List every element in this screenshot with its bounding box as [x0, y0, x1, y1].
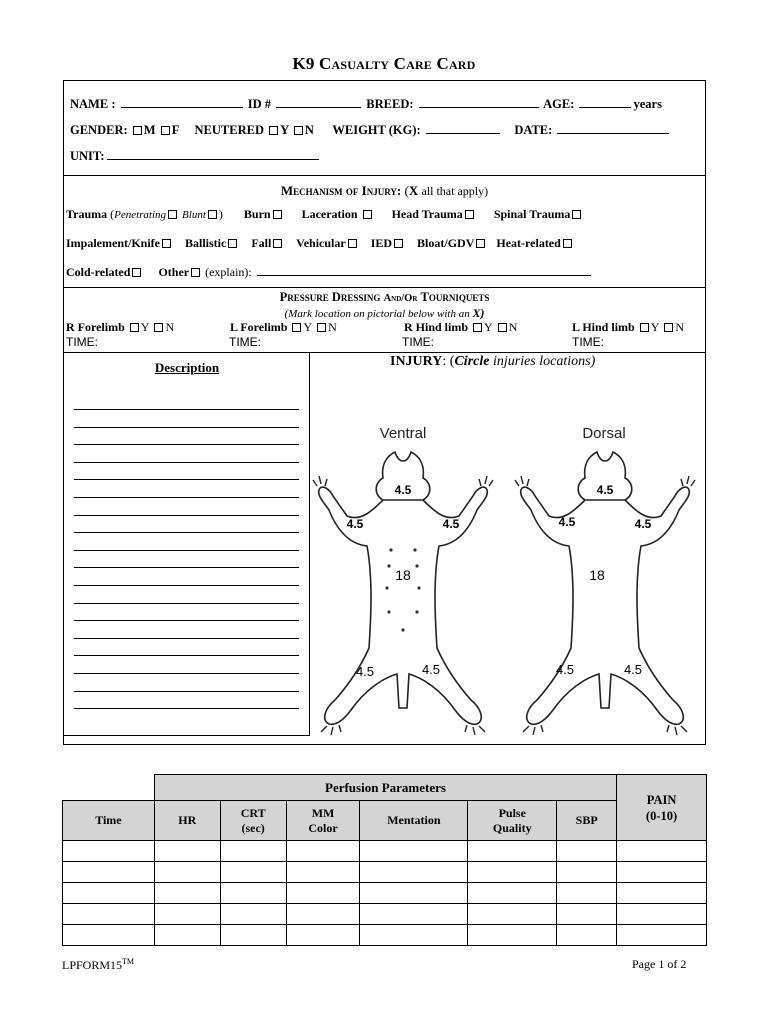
neutered-label: NEUTERED: [194, 123, 264, 137]
spinal-trauma-checkbox[interactable]: [572, 210, 581, 219]
neutered-n-checkbox[interactable]: [294, 126, 303, 135]
perfusion-cell[interactable]: [220, 904, 286, 925]
ballistic-label: Ballistic: [185, 236, 227, 250]
date-field[interactable]: [557, 122, 669, 134]
ballistic-checkbox[interactable]: [228, 239, 237, 248]
l-forelimb-time[interactable]: TIME:: [229, 335, 261, 349]
perfusion-cell[interactable]: [220, 841, 286, 862]
page-number: Page 1 of 2: [632, 957, 687, 971]
perfusion-cell[interactable]: [557, 925, 617, 946]
perfusion-cell[interactable]: [220, 925, 286, 946]
perfusion-cell[interactable]: [360, 904, 468, 925]
perfusion-table: [62, 774, 707, 946]
burn-label: Burn: [243, 207, 271, 221]
head-trauma-checkbox[interactable]: [465, 210, 474, 219]
r-forelimb-n-checkbox[interactable]: [154, 323, 163, 332]
col-crt-a: CRT: [240, 805, 266, 820]
dorsal-label: Dorsal: [582, 425, 626, 442]
description-line[interactable]: [74, 585, 299, 586]
neutered-n-label: N: [304, 123, 314, 137]
explain-field[interactable]: [257, 264, 591, 276]
description-heading: Description: [154, 360, 220, 375]
perfusion-cell[interactable]: [468, 883, 557, 904]
pressure-subtitle-text: (Mark location on pictorial below with an: [284, 308, 470, 320]
perfusion-cell[interactable]: [63, 862, 155, 883]
pain-label: PAIN: [646, 792, 677, 807]
perfusion-cell[interactable]: [286, 841, 360, 862]
burn-checkbox[interactable]: [273, 210, 282, 219]
gender-m-checkbox[interactable]: [133, 126, 142, 135]
unit-label: UNIT: [70, 149, 101, 163]
gender-f-label: F: [171, 123, 179, 137]
r-hind-time[interactable]: TIME:: [402, 335, 434, 349]
pressure-heading-b: And/Or: [383, 293, 418, 304]
description-line[interactable]: [74, 427, 299, 428]
col-pulse: [468, 801, 557, 841]
ied-checkbox[interactable]: [394, 239, 403, 248]
perfusion-cell[interactable]: [468, 925, 557, 946]
impalement-label: Impalement/Knife: [66, 236, 160, 250]
limb-r-forelimb: [66, 320, 174, 335]
trauma-label: Trauma: [66, 207, 108, 221]
perfusion-cell[interactable]: [557, 841, 617, 862]
perfusion-cell[interactable]: [468, 904, 557, 925]
perfusion-cell[interactable]: [220, 862, 286, 883]
breed-field[interactable]: [419, 96, 539, 108]
vehicular-checkbox[interactable]: [348, 239, 357, 248]
blunt-label: Blunt: [182, 209, 206, 221]
perfusion-cell[interactable]: [557, 883, 617, 904]
limb-l-hind: [572, 320, 684, 335]
age-label: AGE: [543, 97, 571, 111]
r-hind-n-checkbox[interactable]: [498, 323, 507, 332]
injury-hint-b: injuries locations): [492, 354, 596, 369]
l-hind-n: N: [675, 320, 685, 334]
description-line[interactable]: [74, 620, 299, 621]
col-time: Time: [63, 801, 155, 841]
cold-label: Cold-related: [66, 265, 131, 279]
description-line[interactable]: [74, 444, 299, 445]
pain-header: [617, 775, 707, 841]
r-forelimb-time[interactable]: TIME:: [66, 335, 98, 349]
ied-label: IED: [370, 236, 393, 250]
description-line[interactable]: [74, 515, 299, 516]
r-hind-n: N: [508, 320, 518, 334]
perfusion-cell[interactable]: [360, 883, 468, 904]
l-forelimb-y-checkbox[interactable]: [292, 323, 301, 332]
description-line[interactable]: [74, 409, 299, 410]
injury-hint-circle: Circle: [454, 354, 490, 369]
description-line[interactable]: [74, 673, 299, 674]
l-forelimb-n-checkbox[interactable]: [317, 323, 326, 332]
description-line[interactable]: [74, 567, 299, 568]
r-forelimb-y-checkbox[interactable]: [130, 323, 139, 332]
perfusion-row: [63, 841, 707, 862]
perfusion-cell[interactable]: [617, 883, 707, 904]
divider-mechanism-pressure: [63, 287, 706, 288]
col-pulse-b: Quality: [492, 820, 532, 835]
name-field[interactable]: [121, 96, 243, 108]
pressure-subtitle: [63, 306, 706, 321]
perfusion-column-headers: [63, 801, 707, 841]
description-line[interactable]: [74, 550, 299, 551]
pressure-heading: [63, 290, 706, 305]
title-rest: Casualty Care Card: [319, 54, 476, 73]
description-line[interactable]: [74, 603, 299, 604]
heat-checkbox[interactable]: [563, 239, 572, 248]
col-sbp: SBP: [557, 801, 617, 841]
spinal-trauma-label: Spinal Trauma: [493, 207, 571, 221]
other-checkbox[interactable]: [191, 268, 200, 277]
r-hind-y: Y: [484, 320, 493, 334]
ventral-left-arm-value: 4.5: [346, 517, 364, 531]
date-label: DATE: [514, 123, 549, 137]
age-field[interactable]: [579, 96, 631, 108]
limb-l-forelimb: [230, 320, 337, 335]
ventral-head-value: 4.5: [394, 483, 412, 497]
mechanism-row-3: [66, 264, 593, 280]
neutered-y-label: Y: [280, 123, 289, 137]
description-line[interactable]: [74, 497, 299, 498]
perfusion-cell[interactable]: [468, 862, 557, 883]
blunt-checkbox[interactable]: [208, 210, 217, 219]
perfusion-cell[interactable]: [63, 925, 155, 946]
corner-blank: [63, 775, 155, 801]
perfusion-cell[interactable]: [154, 904, 220, 925]
form-id-tm: TM: [122, 957, 135, 966]
pressure-subtitle-x: X): [472, 306, 485, 320]
ventral-torso-value: 18: [395, 567, 411, 583]
ventral-label: Ventral: [379, 425, 427, 442]
r-forelimb-y: Y: [140, 320, 150, 334]
col-pulse-a: Pulse: [498, 805, 526, 820]
l-hind-y-checkbox[interactable]: [640, 323, 649, 332]
perfusion-cell[interactable]: [468, 841, 557, 862]
cold-checkbox[interactable]: [132, 268, 141, 277]
dorsal-head-value: 4.5: [596, 483, 614, 497]
id-row-1: NAME : ID # BREED: AGE: years: [70, 97, 662, 111]
perfusion-body: [63, 841, 707, 946]
ventral-nipple-dots: [385, 548, 420, 631]
perfusion-cell[interactable]: [154, 841, 220, 862]
explain-label: (explain):: [205, 265, 252, 279]
perfusion-cell[interactable]: [617, 904, 707, 925]
bloat-label: Bloat/GDV: [417, 236, 475, 250]
perfusion-cell[interactable]: [617, 841, 707, 862]
perfusion-cell[interactable]: [63, 841, 155, 862]
perfusion-cell[interactable]: [286, 862, 360, 883]
penetrating-checkbox[interactable]: [168, 210, 177, 219]
description-line[interactable]: [74, 479, 299, 480]
id-label: ID #: [247, 97, 272, 111]
perfusion-cell[interactable]: [617, 925, 707, 946]
age-unit: years: [633, 97, 662, 111]
penetrating-label: Penetrating: [114, 209, 167, 221]
description-line[interactable]: [74, 462, 299, 463]
perfusion-cell[interactable]: [557, 862, 617, 883]
r-hind-y-checkbox[interactable]: [473, 323, 482, 332]
perfusion-cell[interactable]: [617, 862, 707, 883]
ventral-right-leg-value: 4.5: [421, 662, 441, 677]
perfusion-cell[interactable]: [286, 925, 360, 946]
description-line[interactable]: [74, 638, 299, 639]
weight-label: WEIGHT (KG): [332, 123, 417, 137]
form-id: [62, 957, 134, 973]
dorsal-left-leg-value: 4.5: [555, 662, 575, 677]
perfusion-cell[interactable]: [63, 904, 155, 925]
l-hind-time[interactable]: TIME:: [572, 335, 604, 349]
mechanism-row-2: [66, 236, 574, 251]
gender-f-checkbox[interactable]: [161, 126, 170, 135]
description-line[interactable]: [74, 655, 299, 656]
col-crt-b: (sec): [241, 820, 265, 835]
perfusion-cell[interactable]: [360, 862, 468, 883]
mechanism-row-1: Trauma (Penetrating Blunt ) Burn Laceration Head Trauma Spinal Trauma: [66, 207, 583, 222]
l-forelimb-n: N: [328, 320, 337, 334]
perfusion-cell[interactable]: [154, 862, 220, 883]
head-trauma-label: Head Trauma: [391, 207, 463, 221]
card-title: [0, 54, 768, 74]
breed-label: BREED: [366, 97, 410, 111]
r-forelimb-n: N: [165, 320, 175, 334]
l-hind-n-checkbox[interactable]: [664, 323, 673, 332]
r-forelimb-label: R Forelimb: [66, 320, 125, 334]
perfusion-cell[interactable]: [63, 883, 155, 904]
mechanism-heading: Mechanism of Injury: (X all that apply): [280, 183, 489, 198]
pressure-heading-c: Tourniquets: [420, 290, 490, 304]
pain-range: (0-10): [645, 808, 678, 823]
description-line[interactable]: [74, 691, 299, 692]
pressure-heading-a: Pressure Dressing: [279, 290, 381, 304]
bloat-checkbox[interactable]: [476, 239, 485, 248]
perfusion-cell[interactable]: [286, 883, 360, 904]
l-forelimb-y: Y: [303, 320, 313, 334]
injury-heading: [390, 354, 595, 370]
perfusion-row: [63, 925, 707, 946]
other-label: Other: [158, 265, 190, 279]
limb-r-hind: [404, 320, 517, 335]
laceration-checkbox[interactable]: [363, 210, 372, 219]
vehicular-label: Vehicular: [296, 236, 346, 250]
dorsal-left-arm-value: 4.5: [558, 515, 576, 529]
id-row-3: UNIT:: [70, 148, 321, 164]
weight-field[interactable]: [426, 122, 500, 134]
dorsal-figure[interactable]: [515, 452, 695, 735]
col-crt: [220, 801, 286, 841]
impalement-checkbox[interactable]: [162, 239, 171, 248]
perfusion-cell[interactable]: [220, 883, 286, 904]
dorsal-torso-value: 18: [589, 567, 605, 583]
mechanism-title: Mechanism of Injury:: [280, 183, 402, 198]
ventral-left-leg-value: 4.5: [355, 664, 375, 679]
ventral-figure[interactable]: [313, 452, 493, 735]
l-hind-y: Y: [650, 320, 660, 334]
dorsal-right-leg-value: 4.5: [623, 662, 643, 677]
col-mm-b: Color: [308, 820, 338, 835]
gender-label: GENDER: [70, 123, 124, 137]
name-label: NAME: [70, 97, 109, 111]
ventral-right-arm-value: 4.5: [442, 517, 460, 531]
laceration-label: Laceration: [301, 207, 358, 221]
neutered-y-checkbox[interactable]: [269, 126, 278, 135]
l-hind-label: L Hind limb: [572, 320, 635, 334]
description-line[interactable]: [74, 532, 299, 533]
perfusion-cell[interactable]: [286, 904, 360, 925]
perfusion-cell[interactable]: [154, 925, 220, 946]
perfusion-group-header: Perfusion Parameters: [154, 775, 616, 801]
perfusion-cell[interactable]: [154, 883, 220, 904]
perfusion-row: [63, 904, 707, 925]
injury-hint-a: : (: [442, 354, 455, 369]
description-line[interactable]: [74, 708, 299, 709]
col-hr: HR: [154, 801, 220, 841]
r-hind-label: R Hind limb: [404, 320, 469, 334]
injury-pictorial[interactable]: [311, 420, 705, 735]
fall-label: Fall: [251, 236, 272, 250]
fall-checkbox[interactable]: [273, 239, 282, 248]
unit-field[interactable]: [107, 148, 319, 160]
perfusion-row: [63, 862, 707, 883]
col-mentation: Mentation: [360, 801, 468, 841]
perfusion-cell[interactable]: [360, 841, 468, 862]
l-forelimb-label: L Forelimb: [230, 320, 288, 334]
id-field[interactable]: [276, 96, 361, 108]
col-mm-a: MM: [311, 805, 335, 820]
dorsal-right-arm-value: 4.5: [634, 517, 652, 531]
divider-id-mechanism: [63, 175, 706, 176]
heat-label: Heat-related: [496, 236, 561, 250]
col-mm: [286, 801, 360, 841]
title-k9: K9: [292, 54, 315, 73]
perfusion-cell[interactable]: [557, 904, 617, 925]
perfusion-row: [63, 883, 707, 904]
id-row-2: GENDER: M F NEUTERED Y N WEIGHT (KG): DATE:: [70, 122, 671, 138]
injury-title: INJURY: [390, 354, 443, 369]
perfusion-cell[interactable]: [360, 925, 468, 946]
gender-m-label: M: [143, 123, 156, 137]
mechanism-hint: all that apply): [421, 184, 489, 198]
mechanism-hint-x: X: [408, 183, 419, 198]
form-id-text: LPFORM15: [62, 958, 123, 972]
